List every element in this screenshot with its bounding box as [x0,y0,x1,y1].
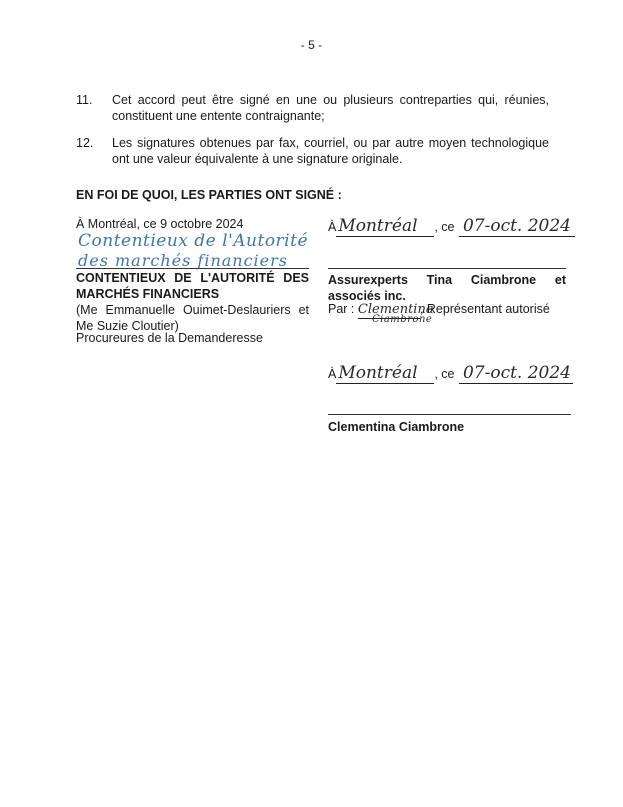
handwritten-signer-line2: Ciambrone [372,314,433,325]
clause-text: Les signatures obtenues par fax, courriel, ou par autre moyen technologique ont une valeur équivalente à une signature originale. [112,136,549,166]
handwritten-signature-line: des marchés financiers [78,251,288,270]
rep-label: , Représentant autorisé [419,302,550,316]
ce-label: , ce [434,367,455,381]
place-prefix: À [328,220,337,234]
right-place-date [328,216,575,237]
handwritten-date: 07-oct. 2024 [459,363,573,384]
ce-label: , ce [434,220,455,234]
right2-place-date [328,363,573,384]
right-org-name: Assurexperts Tina Ciambrone et associés inc. [328,273,566,303]
left-role: Procureures de la Demanderesse [76,331,263,345]
par-label: Par : [328,302,355,316]
handwritten-city: Montréal [336,216,434,237]
handwritten-signer: Clementina [357,302,434,317]
handwritten-city: Montréal [336,363,434,384]
clause-number: 12. [76,136,94,150]
clause-text: Cet accord peut être signé en une ou plusieurs contreparties qui, réunies, constituent une entente contraignante; [112,93,549,123]
page-number: - 5 - [300,38,323,52]
clause-number: 11. [76,93,93,107]
witness-heading: EN FOI DE QUOI, LES PARTIES ONT SIGNÉ : [76,188,342,202]
left-place-date: À Montréal, ce 9 octobre 2024 [76,217,244,231]
signature-line [328,268,566,269]
signer-name: Clementina Ciambrone [328,420,465,434]
signature-line [76,268,309,269]
handwritten-signature-line: Contentieux de l'Autorité [78,231,309,251]
left-org-name: CONTENTIEUX DE L'AUTORITÉ DES MARCHÉS FINANCIERS [76,271,309,301]
handwritten-date: 07-oct. 2024 [459,216,575,237]
signature-line [328,414,571,415]
left-attorneys: (Me Emmanuelle Ouimet-Deslauriers et Me Suzie Cloutier) [76,303,309,333]
place-prefix: À [328,367,337,381]
par-line [328,301,550,319]
